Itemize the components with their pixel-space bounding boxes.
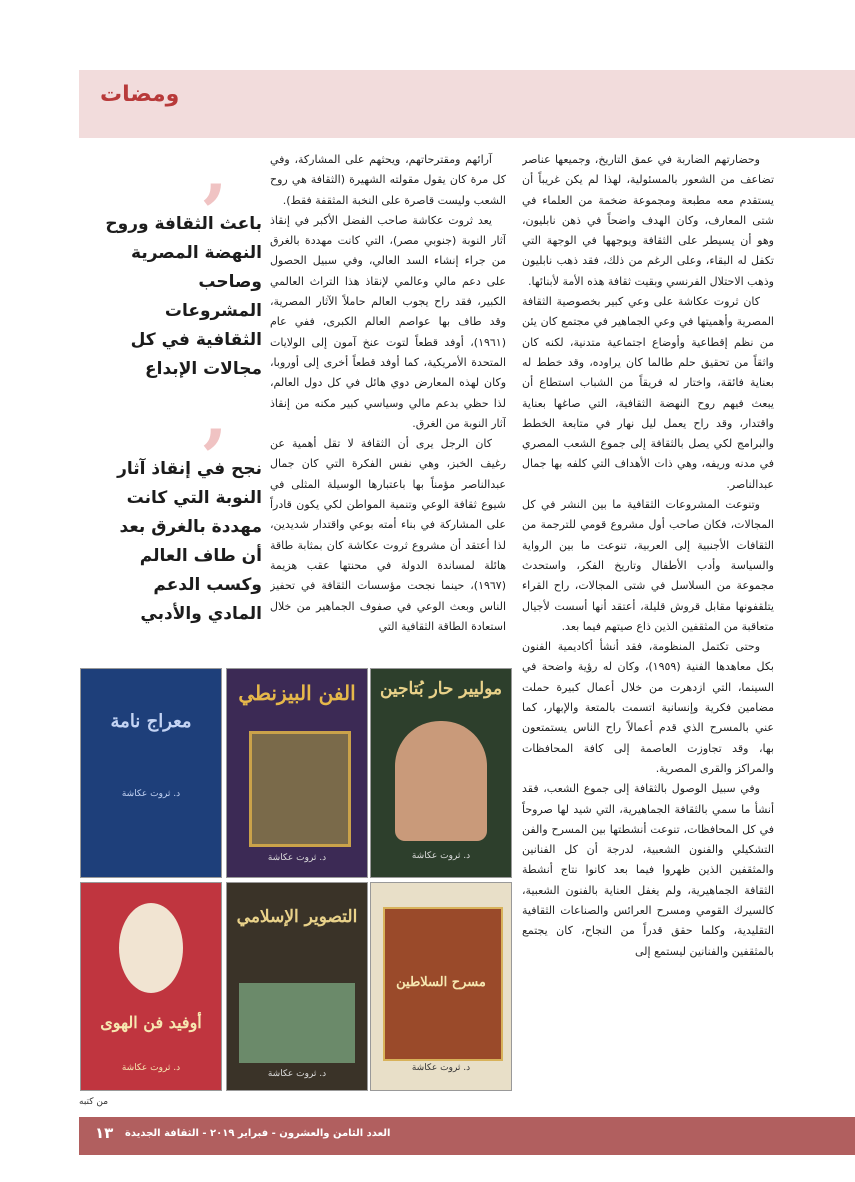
book-cover-1 (370, 668, 512, 878)
paragraph: كان ثروت عكاشة على وعي كبير بخصوصية الثقافة المصرية وأهميتها في وعي الجماهير في مجتمع كان يئن من نظم إقطاعية وأوضاع اجتماعية متدنية، لكنه كان واثقاً من تحقيق حلم طالما كان يراوده، وقد خطط له بعناية فائقة، واختار له فريقاً من الشباب استطاع أن يبعث فيهم روح النهضة الثقافية، التي صاغها بعناية واقتدار، وقد راح يعمل ليل نهار في متابعة الخطط والبرامج لكي يصل بالثقافة إلى جموع الشعب المصري في مدنه وريفه، وهي ذات الأهداف التي كلفه بها جمال عبدالناصر. (522, 295, 774, 491)
section-title: ومضات (100, 82, 180, 107)
article-column-right (522, 150, 774, 1095)
book-author: د. ثروت عكاشة (267, 853, 327, 863)
book-title: أوفيد فن الهوى (100, 1013, 202, 1032)
book-author: د. ثروت عكاشة (121, 789, 181, 799)
image-caption: من كتبه (79, 1097, 109, 1107)
article-column-middle (270, 150, 506, 662)
book-title: الفن البيزنطي (238, 681, 356, 705)
pull-quote-2: نجح في إنقاذ آثار النوبة التي كانت مهددة بالغرق بعد أن طاف العالم وكسب الدعم المادي والأدبي (117, 459, 262, 624)
issue-info: العدد الثامن والعشرون - فبراير ٢٠١٩ - الثقافة الجديدة (125, 1128, 391, 1139)
book-cover-2 (226, 668, 368, 878)
paragraph: آرائهم ومقترحاتهم، ويحثهم على المشاركة، وفي كل مرة كان يقول مقولته الشهيرة (الثقافة هي روح الشعب وليست قاصرة على النخبة المثقفة فقط). (270, 153, 506, 207)
book-author: د. ثروت عكاشة (411, 1063, 471, 1073)
paragraph: وحضارتهم الضاربة في عمق التاريخ، وجميعها عناصر تضاعف من الشعور بالمسئولية، لهذا لم يكن غريباً أن يستقدم معه مطبعة ومجموعة ضخمة من العلماء في شتى المعارف، وكان الهدف واضحاً في ذهن نابليون، وهو أن يسيطر على الثقافة ويوجهها في الوجهة التي تكفل له البقاء، وعلى الرغم من ذلك، فقد ذهب نابليون وذهب الاحتلال الفرنسي وبقيت ثقافة هذه الأمة لأبنائها. (522, 153, 774, 288)
pull-quote-1: باعث الثقافة وروح النهضة المصرية وصاحب المشروعات الثقافية في كل مجالات الإبداع (105, 214, 262, 379)
book-cover-5 (226, 882, 368, 1091)
book-author: د. ثروت عكاشة (121, 1063, 181, 1073)
paragraph: يعد ثروت عكاشة صاحب الفضل الأكبر في إنقاذ آثار النوبة (جنوبي مصر)، التي كانت مهددة بالغرق من جراء إنشاء السد العالي، وفي سبيل الحصول على دعم مالي وعالمي لإنقاذ هذا التراث العالمي الكبير، فقد راح يجوب العالم حاملاً الآثار المصرية، وقد طاف بها عواصم العالم الكبرى، ففي عام (١٩٦١)، أوفد قطعاً لتوت عنخ آمون إلى الولايات المتحدة الأمريكية، كما أوفد قطعاً أخرى إلى أوروبا، وكان لهذه المعارض دوي هائل في كل دول العالم، لذا حظي بدعم مالي وسياسي كبير مكنه من إنقاذ آثار النوبة من الغرق. (270, 213, 506, 430)
quote-mark-icon: ’ (200, 413, 228, 504)
book-author: د. ثروت عكاشة (411, 851, 471, 861)
mosaic-image (249, 731, 351, 847)
section-header-band (79, 70, 855, 138)
book-cover-6 (80, 882, 222, 1091)
quote-mark-icon: ’ (200, 168, 228, 259)
page-number: ١٣ (95, 1124, 114, 1142)
portrait-image (395, 721, 487, 841)
portrait-image (119, 903, 183, 993)
paragraph: وتنوعت المشروعات الثقافية ما بين النشر في كل المجالات، فكان صاحب أول مشروع قومي للترجمة من الثقافات الأجنبية إلى العربية، تنوعت ما بين الرواية والسياسة وأدب الأطفال وتاريخ الفكر، واستحدث مجموعة من السلاسل في شتى المجالات، راح القراء يتلقفونها مقابل قروش قليلة، أعتقد أنها أسست لأجيال متعاقبة من المثقفين الذين ذاع صيتهم فيما بعد. (522, 498, 774, 633)
paragraph: وحتى تكتمل المنظومة، فقد أنشأ أكاديمية الفنون بكل معاهدها الفنية (١٩٥٩)، وكان له رؤية واضحة في السينما، التي ازدهرت من خلال أعمال كبيرة حملت مضامين فكرية وإنسانية اتسمت بالمتعة والإبهار، كما عني بالمسرح الذي قدم أعمالاً راح الناس يستمتعون بها، وقد تجاوزت العاصمة إلى كافة المحافظات والمراكز والقرى المصرية. (522, 640, 774, 775)
paragraph: وفي سبيل الوصول بالثقافة إلى جموع الشعب، فقد أنشأ ما سمي بالثقافة الجماهيرية، التي شيد لها صروحاً في كل المحافظات، تنوعت أنشطتها بين المسرح والفن التشكيلي والفنون الشعبية، لدرجة أن كل الفنانين والمثقفين الذين ظهروا فيما بعد كانوا نتاج أنشطة الثقافة الجماهيرية، ولم يغفل العناية بالفنون الشعبية، كالسيرك القومي ومسرح العرائس والصناعات الثقافية التقليدية، وكلما حقق قدراً من النجاح، كان يجتمع بالمثقفين والفنانين ليستمع إلى (522, 782, 774, 958)
book-cover-3 (80, 668, 222, 878)
paragraph: كان الرجل يرى أن الثقافة لا تقل أهمية عن رغيف الخبز، وهي نفس الفكرة التي كان جمال عبدالناصر مؤمناً بها باعتبارها الوسيلة المثلى في شيوع ثقافة الوعي وتنمية المواطن لكي يكون قادراً على المشاركة في بناء أمته بوعي واقتدار شديدين، لذا أعتقد أن مشروع ثروت عكاشة كان بمثابة طاقة هائلة لمساندة الدولة في محنتها عقب هزيمة (١٩٦٧)، حينما نجحت مؤسسات الثقافة في تحفيز الناس وبعث الوعي في صفوف الجماهير من خلال استعادة الطاقة الثقافية التي (270, 437, 506, 633)
book-title: التصوير الإسلامي (236, 907, 358, 927)
book-title: موليير حار بُتاجين (379, 679, 503, 699)
miniature-image (239, 983, 355, 1063)
book-title: مسرح السلاطين (396, 975, 486, 990)
book-author: د. ثروت عكاشة (267, 1069, 327, 1079)
book-cover-4 (370, 882, 512, 1091)
book-title: معراج نامة (110, 711, 192, 732)
